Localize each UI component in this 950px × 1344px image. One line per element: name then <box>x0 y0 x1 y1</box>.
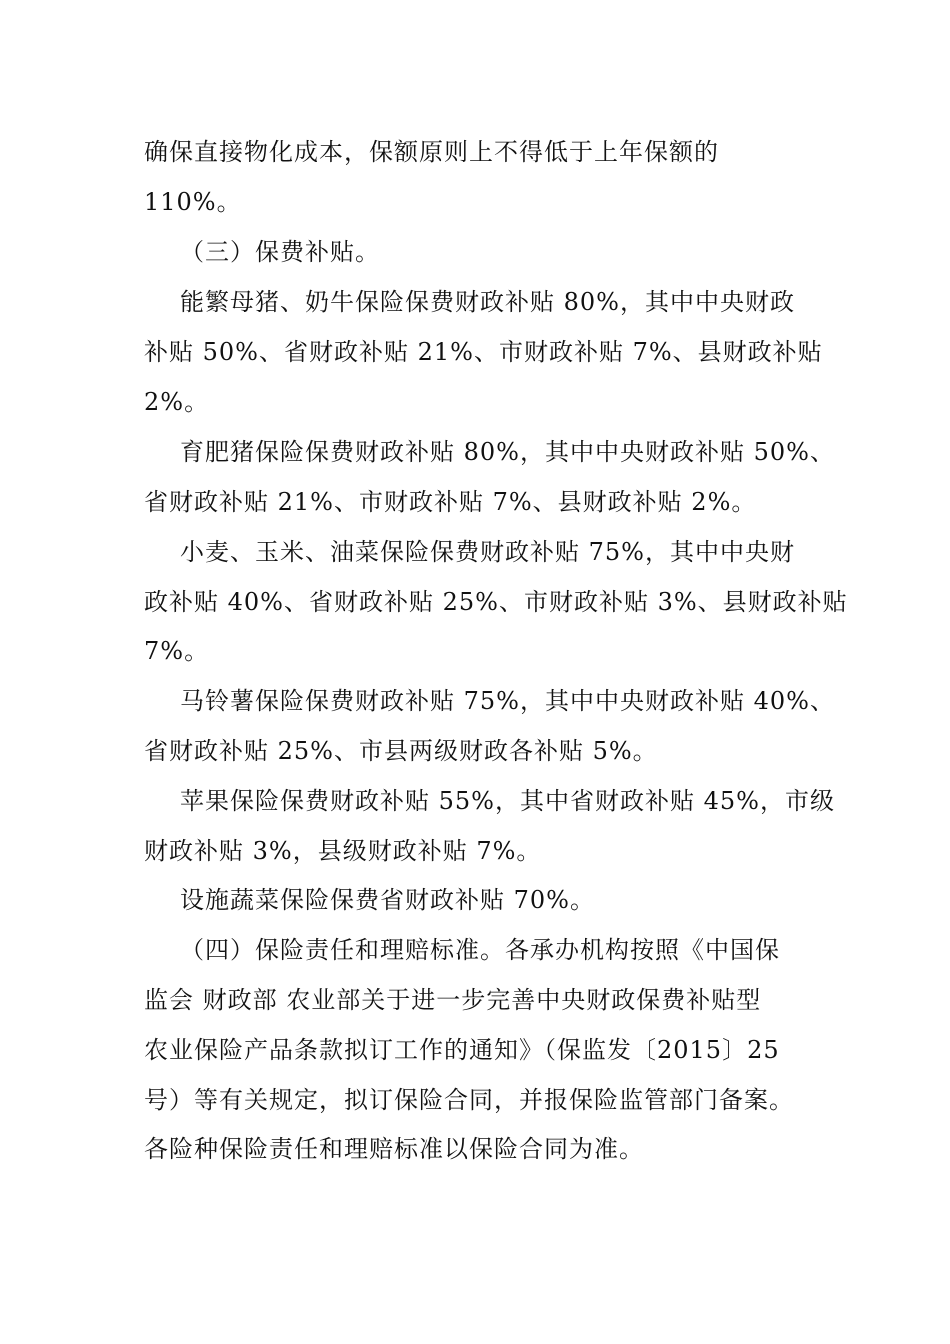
text-line: 省财政补贴 21%、市财政补贴 7%、县财政补贴 2%。 <box>144 488 757 516</box>
text-line: 补贴 50%、省财政补贴 21%、市财政补贴 7%、县财政补贴 <box>144 338 823 366</box>
text-line: 号）等有关规定，拟订保险合同，并报保险监管部门备案。 <box>144 1086 794 1114</box>
text-line: 能繁母猪、奶牛保险保费财政补贴 80%，其中中央财政 <box>180 288 795 316</box>
text-line: 马铃薯保险保费财政补贴 75%，其中中央财政补贴 40%、 <box>180 687 835 715</box>
section-heading: （三）保费补贴。 <box>180 238 380 266</box>
section-heading: （四）保险责任和理赔标准。各承办机构按照《中国保 <box>180 936 780 964</box>
text-line: 省财政补贴 25%、市县两级财政各补贴 5%。 <box>144 737 658 765</box>
text-line: 政补贴 40%、省财政补贴 25%、市财政补贴 3%、县财政补贴 <box>144 588 848 616</box>
text-line: 苹果保险保费财政补贴 55%，其中省财政补贴 45%，市级 <box>180 787 835 815</box>
text-line: 7%。 <box>144 637 210 665</box>
text-line: 设施蔬菜保险保费省财政补贴 70%。 <box>180 886 595 914</box>
text-line: 2%。 <box>144 388 210 416</box>
text-line: 小麦、玉米、油菜保险保费财政补贴 75%，其中中央财 <box>180 538 795 566</box>
text-line: 财政补贴 3%，县级财政补贴 7%。 <box>144 837 542 865</box>
text-line: 农业保险产品条款拟订工作的通知》（保监发〔2015〕25 <box>144 1036 780 1064</box>
text-line: 监会 财政部 农业部关于进一步完善中央财政保费补贴型 <box>144 986 762 1014</box>
text-line: 育肥猪保险保费财政补贴 80%，其中中央财政补贴 50%、 <box>180 438 835 466</box>
text-line: 110%。 <box>144 188 242 216</box>
text-line: 确保直接物化成本，保额原则上不得低于上年保额的 <box>144 138 719 166</box>
text-line: 各险种保险责任和理赔标准以保险合同为准。 <box>144 1135 644 1163</box>
